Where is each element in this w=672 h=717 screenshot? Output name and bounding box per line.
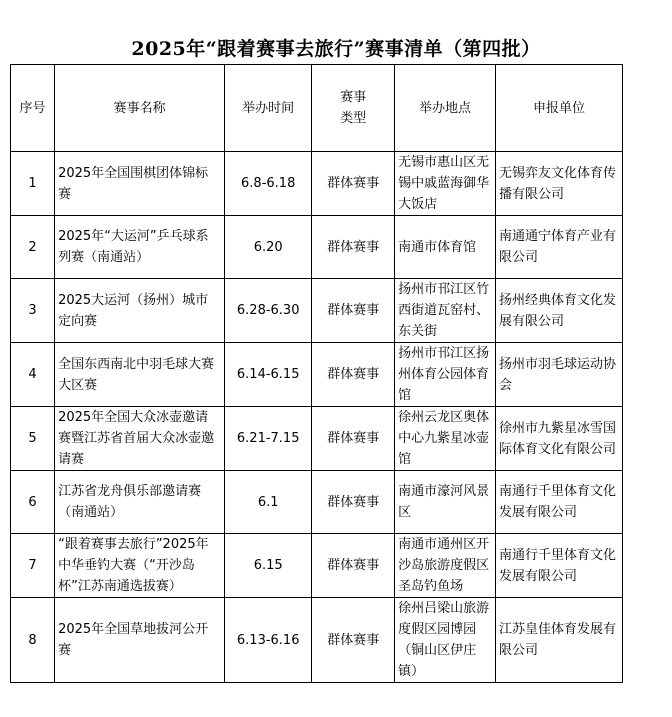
cell-location: 徐州云龙区奥体中心九紫星冰壶馆 — [395, 407, 496, 471]
cell-name: 2025年全国草地拔河公开赛 — [55, 598, 225, 683]
cell-index: 2 — [11, 216, 55, 279]
cell-unit: 徐州市九紫星冰雪国际体育文化有限公司 — [495, 407, 622, 471]
header-type: 赛事类型 — [312, 65, 395, 152]
cell-time: 6.8-6.18 — [225, 152, 312, 216]
event-list-table — [10, 64, 623, 683]
cell-time: 6.15 — [225, 534, 312, 598]
cell-index: 8 — [11, 598, 55, 683]
header-time: 举办时间 — [225, 65, 312, 152]
page-title: 2025年“跟着赛事去旅行”赛事清单（第四批） — [131, 38, 541, 60]
cell-type: 群体赛事 — [312, 407, 395, 471]
cell-location: 南通市通州区开沙岛旅游度假区圣岛钓鱼场 — [395, 534, 496, 598]
table-header-row — [11, 65, 623, 152]
cell-type: 群体赛事 — [312, 534, 395, 598]
cell-time: 6.20 — [225, 216, 312, 279]
cell-location: 徐州吕梁山旅游度假区园博园（铜山区伊庄镇） — [395, 598, 496, 683]
cell-location: 南通市体育馆 — [395, 216, 496, 279]
table-row — [11, 407, 623, 471]
cell-name: “跟着赛事去旅行”2025年中华垂钓大赛（“开沙岛杯”江苏南通选拔赛） — [55, 534, 225, 598]
cell-location: 南通市濠河风景区 — [395, 471, 496, 534]
cell-index: 1 — [11, 152, 55, 216]
cell-type: 群体赛事 — [312, 216, 395, 279]
table-row — [11, 343, 623, 407]
cell-index: 7 — [11, 534, 55, 598]
cell-time: 6.13-6.16 — [225, 598, 312, 683]
cell-type: 群体赛事 — [312, 471, 395, 534]
table-row — [11, 471, 623, 534]
table-row — [11, 279, 623, 343]
cell-unit: 扬州经典体育文化发展有限公司 — [495, 279, 622, 343]
cell-time: 6.1 — [225, 471, 312, 534]
cell-type: 群体赛事 — [312, 598, 395, 683]
cell-type: 群体赛事 — [312, 152, 395, 216]
cell-location: 无锡市惠山区无锡中戚蓝海御华大饭店 — [395, 152, 496, 216]
cell-unit: 南通行千里体育文化发展有限公司 — [495, 534, 622, 598]
cell-index: 6 — [11, 471, 55, 534]
cell-unit: 南通行千里体育文化发展有限公司 — [495, 471, 622, 534]
cell-index: 3 — [11, 279, 55, 343]
header-name: 赛事名称 — [55, 65, 225, 152]
cell-location: 扬州市邗江区扬州体育公园体育馆 — [395, 343, 496, 407]
cell-name: 2025年“大运河”乒乓球系列赛（南通站） — [55, 216, 225, 279]
header-unit: 申报单位 — [495, 65, 622, 152]
cell-type: 群体赛事 — [312, 279, 395, 343]
cell-unit: 南通通宁体育产业有限公司 — [495, 216, 622, 279]
cell-time: 6.14-6.15 — [225, 343, 312, 407]
table-row — [11, 216, 623, 279]
cell-time: 6.28-6.30 — [225, 279, 312, 343]
cell-name: 江苏省龙舟俱乐部邀请赛（南通站） — [55, 471, 225, 534]
cell-unit: 扬州市羽毛球运动协会 — [495, 343, 622, 407]
cell-time: 6.21-7.15 — [225, 407, 312, 471]
header-index: 序号 — [11, 65, 55, 152]
cell-unit: 无锡弈友文化体育传播有限公司 — [495, 152, 622, 216]
cell-index: 4 — [11, 343, 55, 407]
cell-type: 群体赛事 — [312, 343, 395, 407]
cell-location: 扬州市邗江区竹西街道瓦窑村、东关街 — [395, 279, 496, 343]
cell-name: 2025大运河（扬州）城市定向赛 — [55, 279, 225, 343]
header-location: 举办地点 — [395, 65, 496, 152]
cell-name: 2025年全国围棋团体锦标赛 — [55, 152, 225, 216]
cell-unit: 江苏皇佳体育发展有限公司 — [495, 598, 622, 683]
table-row — [11, 534, 623, 598]
table-row — [11, 152, 623, 216]
table-row — [11, 598, 623, 683]
cell-index: 5 — [11, 407, 55, 471]
cell-name: 2025年全国大众冰壶邀请赛暨江苏省首届大众冰壶邀请赛 — [55, 407, 225, 471]
cell-name: 全国东西南北中羽毛球大赛大区赛 — [55, 343, 225, 407]
